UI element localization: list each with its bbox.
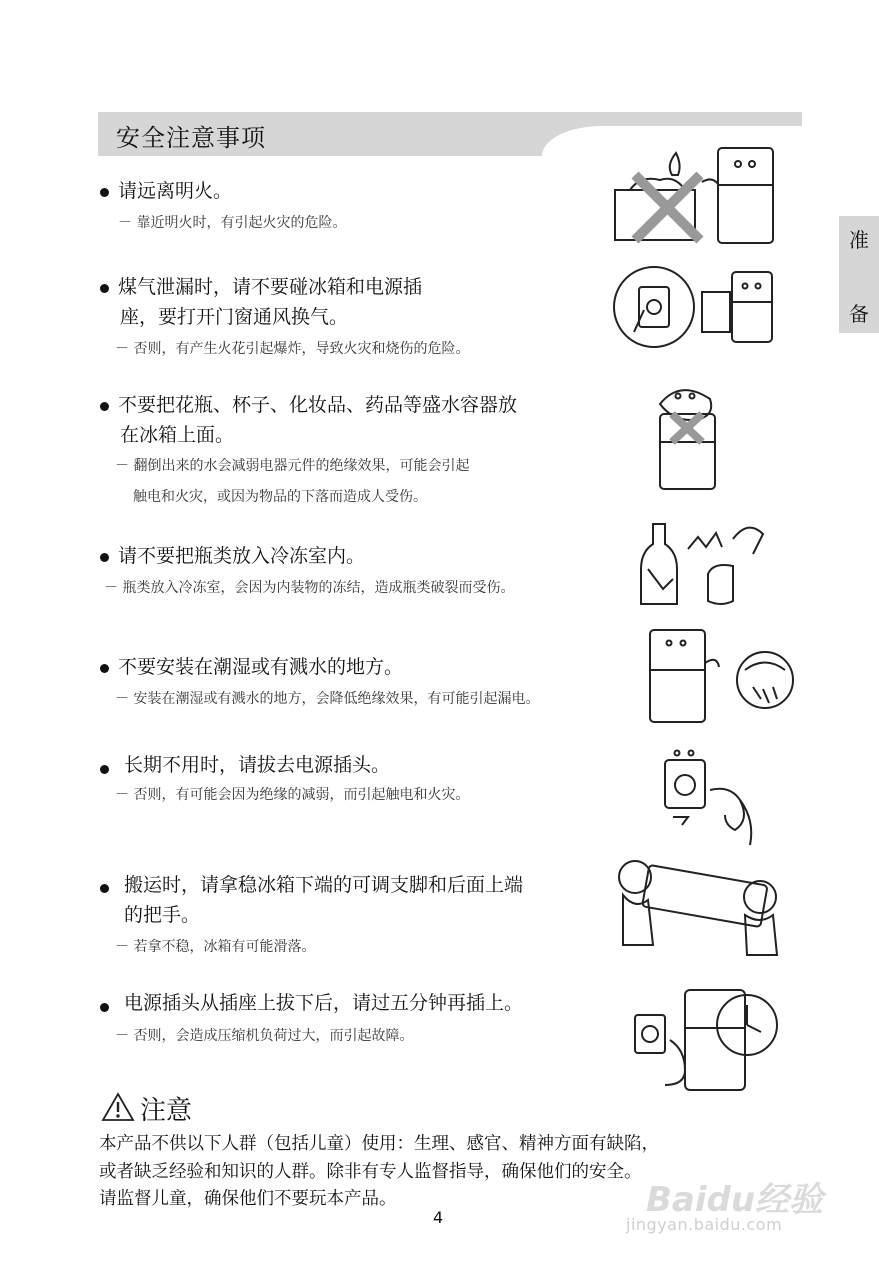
warning-line-1: 本产品不供以下人群（包括儿童）使用：生理、感官、精神方面有缺陷， <box>99 1134 659 1154</box>
bullet-dot <box>100 284 109 293</box>
bullet-dot <box>100 1003 109 1012</box>
bottle-freezer-break-illustration <box>628 514 773 609</box>
bullet-dot <box>100 402 109 411</box>
item-4-text: 请不要把瓶类放入冷冻室内。 <box>118 545 366 567</box>
item-3-text-line-2: 在冰箱上面。 <box>120 424 235 446</box>
open-flame-illustration <box>610 140 780 250</box>
item-1-note: － 靠近明火时，有引起火灾的危险。 <box>118 215 347 231</box>
warning-line-2: 或者缺乏经验和知识的人群。除非有专人监督指导，确保他们的安全。 <box>99 1162 642 1182</box>
item-8-note: － 否则，会造成压缩机负荷过大，而引起故障。 <box>115 1028 414 1044</box>
watermark-brand: Baidu经验 <box>646 1180 824 1220</box>
watermark-url: jingyan.baidu.com <box>626 1215 783 1234</box>
item-5-note: － 安装在潮湿或有溅水的地方，会降低绝缘效果，有可能引起漏电。 <box>115 691 540 707</box>
item-2-note: － 否则，有产生火花引起爆炸，导致火灾和烧伤的危险。 <box>115 341 470 357</box>
replug-timer-illustration <box>625 980 785 1095</box>
item-2-text-line-2: 座，要打开门窗通风换气。 <box>120 306 349 328</box>
side-tab-char-1: 准 <box>849 228 869 252</box>
carrying-fridge-illustration <box>605 855 785 960</box>
item-3-note-line-1: － 翻倒出来的水会减弱电器元件的绝缘效果，可能会引起 <box>115 458 470 474</box>
bullet-dot <box>100 553 109 562</box>
humid-place-illustration <box>645 625 810 725</box>
item-3-text-line-1: 不要把花瓶、杯子、化妆品、药品等盛水容器放 <box>118 394 518 416</box>
item-6-text: 长期不用时，请拔去电源插头。 <box>124 754 391 776</box>
item-7-text-line-1: 搬运时，请拿稳冰箱下端的可调支脚和后面上端 <box>124 874 524 896</box>
item-7-text-line-2: 的把手。 <box>124 904 201 926</box>
item-8-text: 电源插头从插座上拔下后，请过五分钟再插上。 <box>124 992 524 1014</box>
bullet-dot <box>100 188 109 197</box>
item-5-text: 不要安装在潮湿或有溅水的地方。 <box>118 656 404 678</box>
bullet-dot <box>100 765 109 774</box>
gas-leak-socket-illustration <box>612 262 777 354</box>
side-tab-char-2: 备 <box>849 302 869 326</box>
bullet-dot <box>100 884 109 893</box>
item-2-text-line-1: 煤气泄漏时，请不要碰冰箱和电源插 <box>118 276 423 298</box>
item-4-note: － 瓶类放入冷冻室，会因为内装物的冻结，造成瓶类破裂而受伤。 <box>104 580 515 596</box>
unplug-power-illustration <box>655 735 770 850</box>
warning-line-3: 请监督儿童，确保他们不要玩本产品。 <box>99 1189 397 1209</box>
item-1-text: 请远离明火。 <box>118 180 233 202</box>
section-title: 安全注意事项 <box>116 124 266 152</box>
bullet-dot <box>100 664 109 673</box>
water-container-on-fridge-illustration <box>630 374 735 494</box>
item-3-note-line-2: 触电和火灾，或因为物品的下落而造成人受伤。 <box>133 489 427 505</box>
item-6-note: － 否则，有可能会因为绝缘的减弱，而引起触电和火灾。 <box>115 787 470 803</box>
page-number: 4 <box>433 1208 444 1227</box>
warning-title: 注意 <box>140 1096 193 1126</box>
warning-triangle-icon <box>101 1092 135 1122</box>
item-7-note: － 若拿不稳，冰箱有可能滑落。 <box>115 939 316 955</box>
